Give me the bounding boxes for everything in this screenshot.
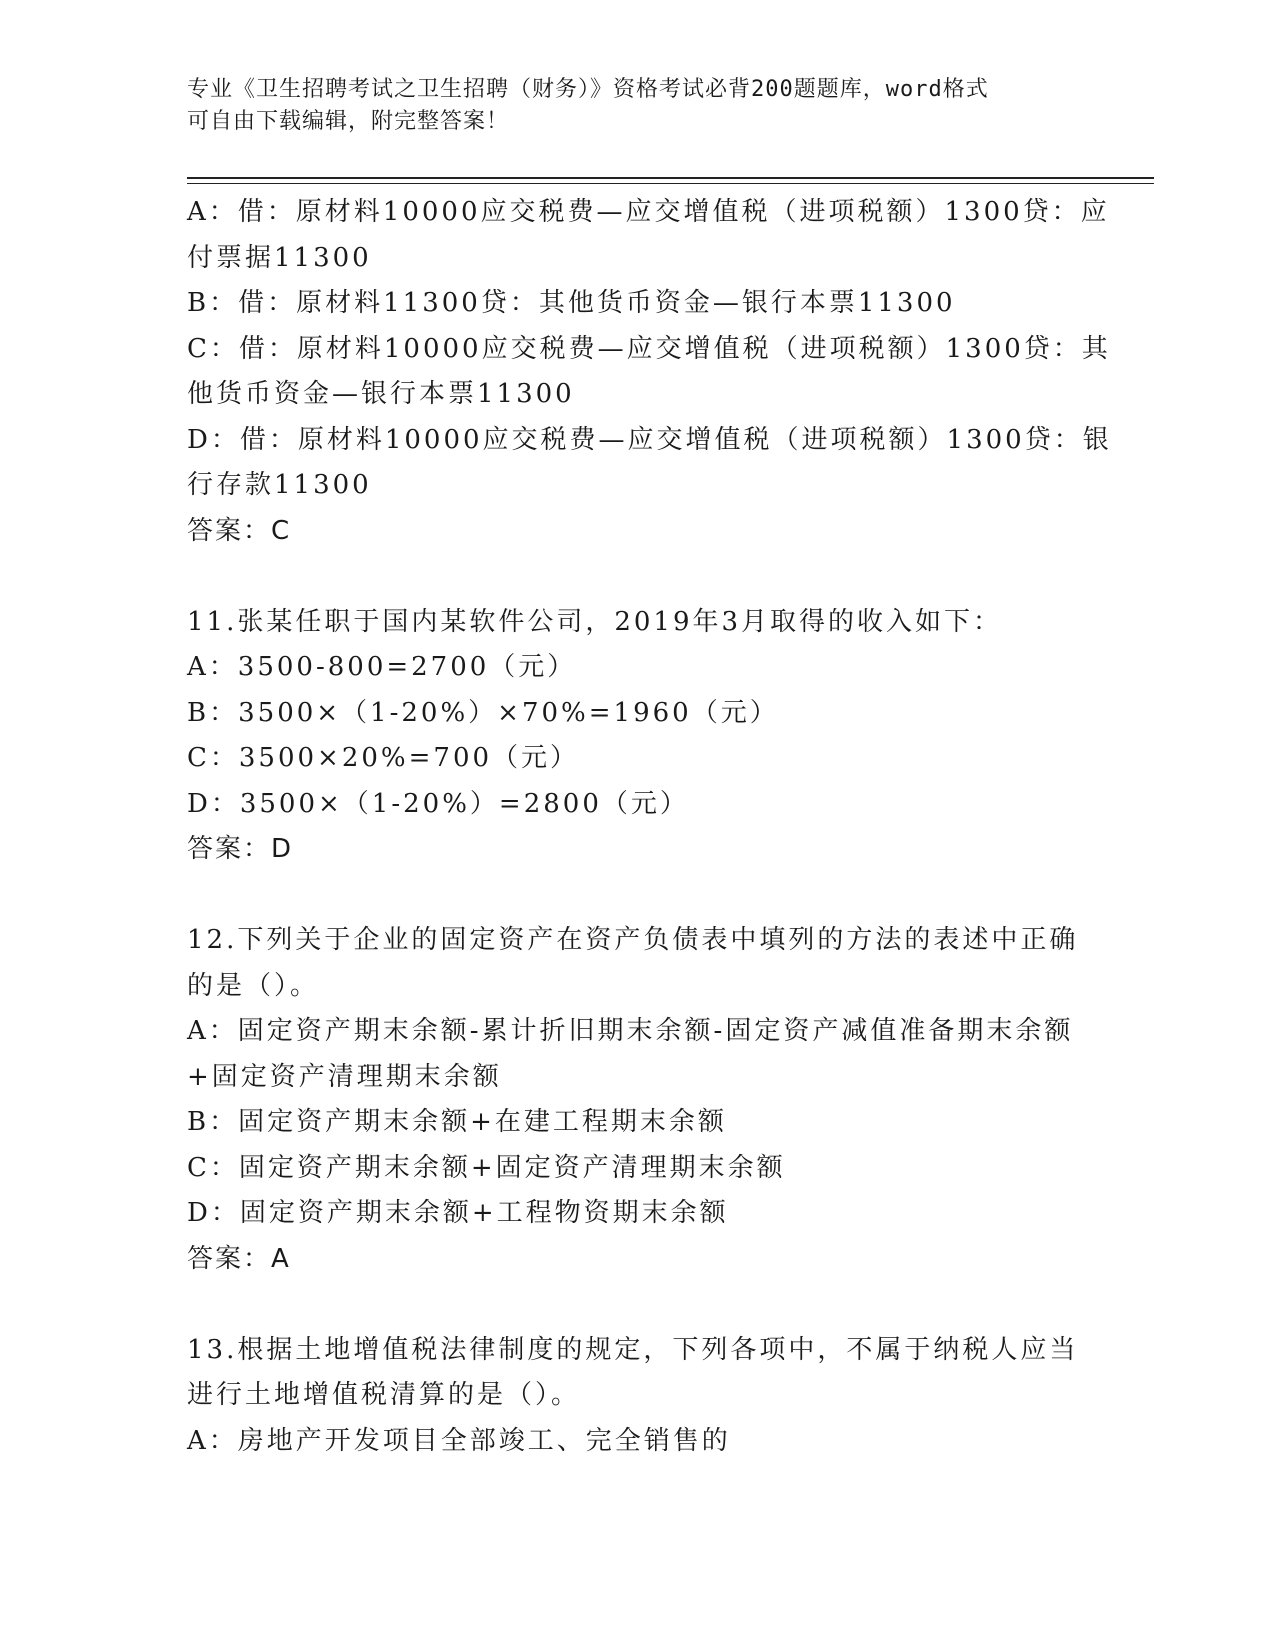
option-b: B：固定资产期末余额+在建工程期末余额 [187,1107,727,1137]
header-line-2: 可自由下载编辑，附完整答案！ [187,109,510,134]
answer: 答案：D [187,834,294,864]
option-d-line-2: 行存款11300 [187,470,372,500]
spacer [187,1282,1087,1328]
document-header [187,74,1067,138]
option-a-line-2: +固定资产清理期末余额 [187,1061,502,1092]
option-c-line-1: C：借：原材料10000应交税费—应交增值税（进项税额）1300贷：其 [187,333,1111,364]
question-12 [187,918,1087,1282]
option-a-line-1: A：固定资产期末余额-累计折旧期末余额-固定资产减值准备期末余额 [187,1016,1074,1046]
option-c: C：固定资产期末余额+固定资产清理期末余额 [187,1152,786,1183]
option-d-line-1: D：借：原材料10000应交税费—应交增值税（进项税额）1300贷：银 [187,424,1112,455]
question-stem: 11.张某任职于国内某软件公司，2019年3月取得的收入如下： [187,606,1003,637]
option-c: C：3500×20%=700（元） [187,743,580,773]
header-divider-thick [187,177,1154,179]
option-a-line-1: A：借：原材料10000应交税费—应交增值税（进项税额）1300贷：应 [187,197,1110,227]
option-b: B：借：原材料11300贷：其他货币资金—银行本票11300 [187,288,956,318]
option-a: A：房地产开发项目全部竣工、完全销售的 [187,1425,731,1456]
spacer [187,554,1087,600]
question-10-options [187,190,1112,554]
option-a-line-2: 付票据11300 [187,242,372,273]
option-d: D：3500×（1-20%）=2800（元） [187,788,689,819]
answer: 答案：C [187,515,292,546]
header-line-1: 专业《卫生招聘考试之卫生招聘（财务）》资格考试必背200题题库，word格式 [187,77,989,102]
question-stem-line-1: 12.下列关于企业的固定资产在资产负债表中填列的方法的表述中正确 [187,925,1079,955]
header-divider-thin [187,183,1154,184]
option-d: D：固定资产期末余额+工程物资期末余额 [187,1198,729,1228]
option-c-line-2: 他货币资金—银行本票11300 [187,379,575,409]
question-13 [187,1328,1087,1465]
question-content [187,190,1112,1464]
question-11 [187,600,1087,873]
option-b: B：3500×（1-20%）×70%=1960（元） [187,697,779,728]
option-a: A：3500-800=2700（元） [187,652,577,682]
answer: 答案：A [187,1243,291,1274]
question-stem-line-2: 的是（）。 [187,970,320,1001]
spacer [187,873,1087,919]
question-stem-line-2: 进行土地增值税清算的是（）。 [187,1380,581,1410]
question-stem-line-1: 13.根据土地增值税法律制度的规定，下列各项中，不属于纳税人应当 [187,1334,1079,1365]
